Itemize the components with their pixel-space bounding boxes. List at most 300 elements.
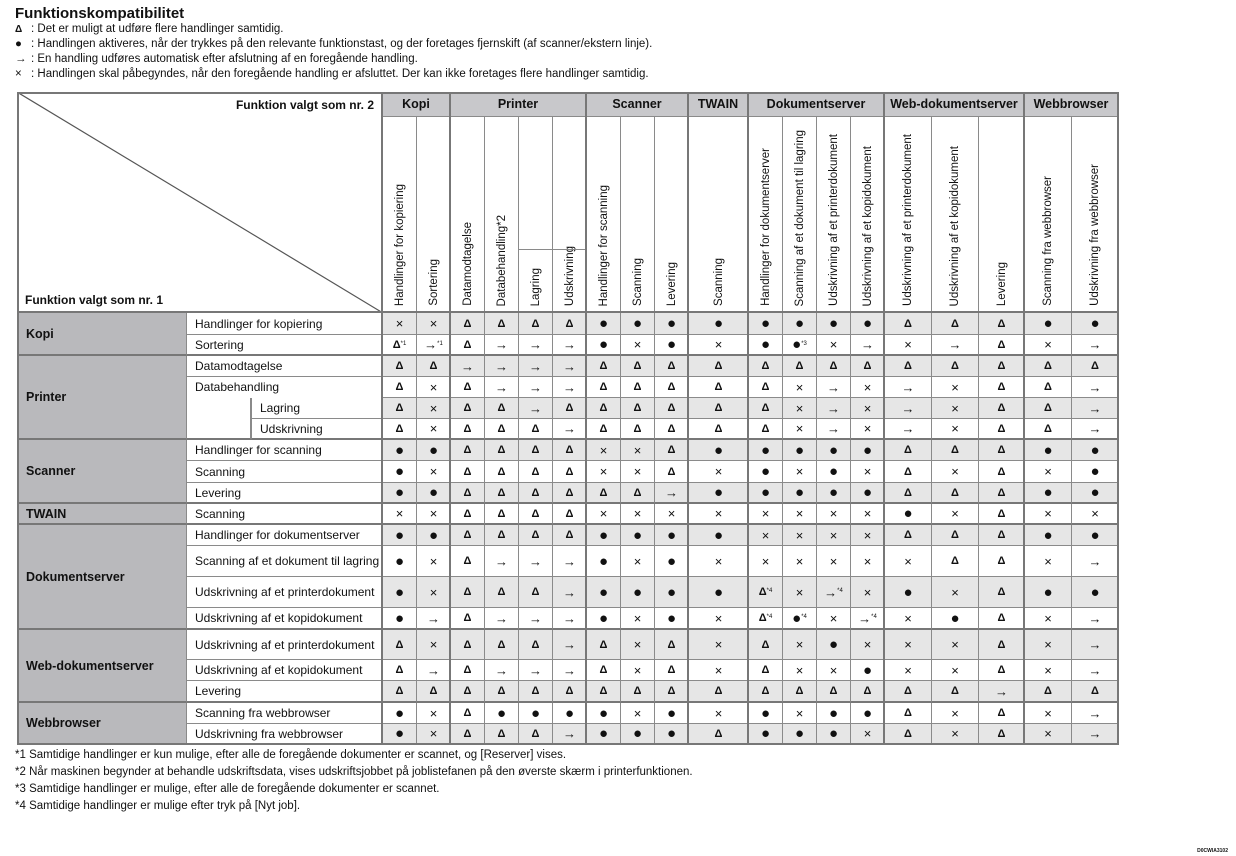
triangle-icon: Δ [531,685,540,697]
triangle-icon: Δ [599,360,608,372]
compat-cell [851,608,885,630]
dot-icon: ● [564,704,575,722]
triangle-icon: Δ [531,586,540,598]
compat-cell [621,703,655,724]
cross-icon: × [714,553,723,569]
compat-cell [485,461,519,483]
arrow-icon: → [1088,610,1102,626]
arrow-icon: → [563,662,576,678]
column-header [979,117,1025,313]
dot-icon: ● [862,441,873,459]
compat-cell [553,504,587,525]
compat-cell [932,461,979,483]
compat-cell [383,724,417,745]
arrow-icon: → [495,662,508,678]
compat-cell [817,335,851,356]
triangle-icon: Δ [667,638,676,651]
compat-cell [383,681,417,703]
cross-icon: × [714,464,723,479]
compat-cell [1025,398,1072,419]
compat-cell [553,660,587,681]
row-label: Udskrivning af et kopidokument [187,608,383,630]
compat-cell [485,356,519,377]
compat-cell [655,546,689,577]
cross-icon: × [633,662,642,678]
footnote-ref: *1 [437,340,443,347]
dot-icon: ● [394,583,405,601]
compat-cell [979,483,1025,504]
compat-cell [783,419,817,440]
compat-cell [885,504,932,525]
compat-cell [621,335,655,356]
column-header [451,117,485,313]
triangle-icon: Δ [714,422,723,435]
cross-icon: × [714,637,723,652]
compat-cell [519,577,553,608]
cross-icon: × [829,662,838,678]
dot-icon: ● [598,725,609,742]
compat-cell [655,461,689,483]
triangle-icon: Δ [1044,381,1052,393]
triangle-icon: Δ [15,24,23,35]
arrow-icon: → [495,337,508,352]
dot-icon: ● [760,704,771,722]
cross-icon: × [795,637,804,652]
arrow-icon: → [827,400,840,416]
arrow-icon: → [948,337,962,352]
compat-cell [383,608,417,630]
row-label: Udskrivning fra webbrowser [187,724,383,745]
compat-cell [417,724,451,745]
compat-cell [783,577,817,608]
dot-icon: ● [632,526,643,544]
dot-icon: ● [792,609,802,627]
cross-icon: × [714,705,723,721]
triangle-icon: Δ [531,529,540,541]
compat-cell [519,419,553,440]
compat-cell [689,356,749,377]
dot-icon: ● [666,552,677,570]
triangle-icon: Δ [565,486,574,499]
row-group-header: Dokumentserver [17,525,187,630]
row-label: Udskrivning af et printerdokument [187,577,383,608]
compat-cell [655,335,689,356]
triangle-icon: Δ [667,444,676,456]
triangle-icon: Δ [565,685,574,697]
group-separator [687,92,689,745]
compat-cell [655,504,689,525]
dot-icon: ● [713,526,724,544]
dot-icon: ● [713,583,724,601]
compat-cell [655,483,689,504]
compat-cell [519,525,553,546]
dot-icon: ● [598,526,609,544]
compat-cell [519,724,553,745]
compat-cell [553,630,587,660]
cross-icon: × [1044,637,1052,652]
compat-cell [851,335,885,356]
cross-icon: × [429,421,438,436]
compat-cell [885,335,932,356]
arrow-icon: → [529,610,542,626]
triangle-icon: Δ [497,529,506,541]
arrow-icon: → [665,485,678,500]
compat-cell [1025,419,1072,440]
compat-cell [519,660,553,681]
cross-icon: × [795,527,804,543]
compat-cell [749,546,783,577]
compat-cell [749,461,783,483]
column-header [749,117,783,313]
triangle-icon: Δ [758,612,767,624]
compat-cell [621,630,655,660]
legend-text: : Handlingen aktiveres, når der trykkes på den relevante funktionstast, og der foretages fjernskift (af scanner/ekstern linje). [31,38,653,50]
compat-cell [851,483,885,504]
triangle-icon: Δ [951,317,959,330]
cross-icon: × [829,553,838,569]
triangle-icon: Δ [997,612,1006,624]
compat-cell [519,377,553,398]
legend-text: : En handling udføres automatisk efter afslutning af en foregående handling. [31,53,418,65]
row-group-header: Scanner [17,440,187,504]
compat-cell [817,440,851,461]
page-title: Funktionskompatibilitet [15,5,185,22]
compat-cell [851,461,885,483]
compat-cell [1072,483,1119,504]
compat-cell [749,419,783,440]
arrow-icon: → [529,379,542,395]
triangle-icon: Δ [463,465,472,478]
compat-cell [383,525,417,546]
compat-cell [553,724,587,745]
compat-cell [485,313,519,335]
arrow-icon: → [1088,705,1102,721]
arrow-icon: → [563,584,576,600]
triangle-icon: Δ [904,465,912,478]
row-label: Handlinger for dokumentserver [187,525,383,546]
cross-icon: × [1044,553,1052,569]
triangle-icon: Δ [395,685,404,697]
compat-cell [451,724,485,745]
compat-cell [885,398,932,419]
compat-cell [783,335,817,356]
compat-cell [1025,608,1072,630]
column-header [817,117,851,313]
compat-cell [885,525,932,546]
triangle-icon: Δ [795,685,804,697]
compat-cell [451,483,485,504]
compat-cell [553,546,587,577]
compat-cell [817,419,851,440]
cross-icon: × [429,316,438,331]
compat-cell [885,660,932,681]
cross-icon: × [714,610,723,626]
compat-cell [689,724,749,745]
compat-cell [587,461,621,483]
dot-icon: ● [394,441,405,459]
dot-icon: ● [598,609,609,627]
compat-cell [587,525,621,546]
compat-cell [689,313,749,335]
compat-cell [851,546,885,577]
column-header [783,117,817,313]
dot-icon: ● [394,463,405,480]
dot-icon: ● [1090,583,1100,601]
arrow-icon: → [15,53,27,65]
column-header [689,117,749,313]
compat-cell [621,525,655,546]
compat-cell [885,546,932,577]
arrow-icon: → [495,358,508,374]
triangle-icon: Δ [997,486,1006,499]
compat-cell [621,419,655,440]
row-label-spacer [187,398,251,419]
compat-cell [451,377,485,398]
corner-header [17,92,383,313]
triangle-icon: Δ [904,360,912,372]
compat-cell [885,577,932,608]
compat-cell [1025,577,1072,608]
compat-cell [749,440,783,461]
dot-icon: ● [666,526,677,544]
row-group-header: Kopi [17,313,187,356]
row-label: Scanning fra webbrowser [187,703,383,724]
triangle-icon: Δ [599,685,608,697]
compat-cell [885,703,932,724]
compat-cell [932,504,979,525]
cross-icon: × [863,726,872,741]
legend-item [15,67,649,82]
compat-cell [885,681,932,703]
compat-cell [621,660,655,681]
group-separator [883,92,885,745]
triangle-icon: Δ [951,529,959,541]
column-header-label: Handlinger for kopiering [393,183,406,306]
dot-icon: ● [950,609,960,627]
compat-cell [383,419,417,440]
compat-cell [451,356,485,377]
group-separator [1023,92,1025,745]
compat-cell [817,724,851,745]
cross-icon: × [1044,726,1052,741]
arrow-icon: → [529,553,542,569]
dot-icon: ● [632,725,643,742]
dot-icon: ● [828,725,839,742]
cross-icon: × [761,527,770,543]
compat-cell [1072,313,1119,335]
column-header-label: Udskrivning af et kopidokument [861,145,874,306]
column-header-label: Scanning af et dokument til lagring [793,129,806,306]
compat-cell [932,608,979,630]
arrow-icon: → [529,358,542,374]
triangle-icon: Δ [463,727,472,740]
dot-icon: ● [760,336,771,353]
arrow-icon: → [563,379,576,395]
cross-icon: × [633,464,642,479]
compat-cell [519,681,553,703]
compat-cell [1072,525,1119,546]
compat-cell [417,608,451,630]
compat-cell [485,660,519,681]
triangle-icon: Δ [531,422,540,435]
compat-cell [851,630,885,660]
triangle-icon: Δ [463,685,472,697]
corner-label-function-1: Funktion valgt som nr. 1 [25,293,164,307]
triangle-icon: Δ [714,381,723,393]
cross-icon: × [714,662,723,678]
row-label: Handlinger for kopiering [187,313,383,335]
compat-cell [783,377,817,398]
dot-icon: ● [1043,583,1053,601]
cross-icon: × [795,421,804,436]
compat-cell [783,608,817,630]
triangle-icon: Δ [904,707,912,719]
compat-cell [451,335,485,356]
compat-cell [451,398,485,419]
triangle-icon: Δ [633,685,642,697]
row-label: Databehandling [187,377,383,398]
triangle-icon: Δ [463,612,472,624]
row-label-spacer [187,419,251,440]
compat-cell [817,630,851,660]
dot-icon: ● [828,315,839,332]
compat-cell [655,724,689,745]
compat-cell [783,440,817,461]
triangle-icon: Δ [531,317,540,330]
compat-cell [1072,660,1119,681]
compat-cell [932,724,979,745]
cross-icon: × [395,506,404,521]
triangle-icon: Δ [497,444,506,456]
compat-cell [1072,504,1119,525]
dot-icon: ● [1043,441,1053,459]
arrow-icon: → [1088,400,1102,416]
dot-icon: ● [632,315,643,332]
compat-cell [485,419,519,440]
compat-cell [749,577,783,608]
triangle-icon: Δ [599,381,608,393]
triangle-icon: Δ [395,664,404,676]
compat-cell [417,681,451,703]
triangle-icon: Δ [565,402,574,414]
triangle-icon: Δ [951,555,959,567]
compat-cell [519,335,553,356]
compat-cell [689,398,749,419]
compat-cell [1072,398,1119,419]
compat-cell [451,313,485,335]
dot-icon: ● [598,583,609,601]
triangle-icon: Δ [904,529,912,541]
compat-cell [621,724,655,745]
compat-cell [519,461,553,483]
triangle-icon: Δ [565,444,574,456]
column-group-header: Webbrowser [1025,92,1119,117]
compat-cell [587,660,621,681]
compat-cell [383,377,417,398]
column-header [621,117,655,313]
arrow-icon: → [427,662,440,678]
compat-cell [485,724,519,745]
compat-cell [979,525,1025,546]
compat-cell [553,335,587,356]
cross-icon: × [829,527,838,543]
header-separator [381,92,383,745]
dot-icon: ● [760,315,771,332]
row-label: Sortering [187,335,383,356]
compat-cell [817,703,851,724]
compat-cell [932,377,979,398]
compat-cell [587,630,621,660]
compat-cell [689,681,749,703]
compat-cell [979,335,1025,356]
figure-code: D0CWIA3102 [1197,848,1228,854]
compat-cell [932,681,979,703]
column-header-label: Lagring [529,267,542,306]
footnote-ref: *4 [801,614,807,620]
dot-icon: ● [828,636,839,653]
compat-cell [932,356,979,377]
arrow-icon: → [824,584,838,600]
triangle-icon: Δ [997,529,1006,541]
compat-cell [587,504,621,525]
compat-cell [485,525,519,546]
arrow-icon: → [1088,337,1102,352]
dot-icon: ● [666,609,677,627]
dot-icon: ● [713,315,724,332]
compat-cell [851,703,885,724]
compat-cell [885,608,932,630]
compat-cell [979,440,1025,461]
compat-cell [851,577,885,608]
cross-icon: × [1044,705,1052,721]
cross-icon: × [951,464,959,479]
column-header-label: Handlinger for scanning [597,184,610,306]
compat-cell [783,313,817,335]
triangle-icon: Δ [531,465,540,478]
dot-icon: ● [394,725,405,742]
compat-cell [485,630,519,660]
compat-cell [587,313,621,335]
compat-cell [485,398,519,419]
compat-cell [817,461,851,483]
cross-icon: × [1044,506,1052,521]
group-separator [449,92,451,745]
dot-icon: ● [394,552,405,570]
column-header [417,117,451,313]
column-header [655,117,689,313]
compat-cell [485,335,519,356]
compat-cell [979,703,1025,724]
triangle-icon: Δ [795,360,804,372]
compat-cell [979,356,1025,377]
cross-icon: × [1044,337,1052,352]
compat-cell [817,681,851,703]
compat-cell [885,377,932,398]
cross-icon: × [863,527,872,543]
compat-cell [485,703,519,724]
compat-cell [621,356,655,377]
triangle-icon: Δ [761,402,770,414]
cross-icon: × [795,379,804,395]
cross-icon: × [429,379,438,395]
triangle-icon: Δ [761,422,770,435]
cross-icon: × [395,316,404,331]
compat-cell [1025,630,1072,660]
triangle-icon: Δ [463,486,472,499]
compat-cell [885,724,932,745]
triangle-icon: Δ [997,338,1006,351]
compat-cell [817,660,851,681]
